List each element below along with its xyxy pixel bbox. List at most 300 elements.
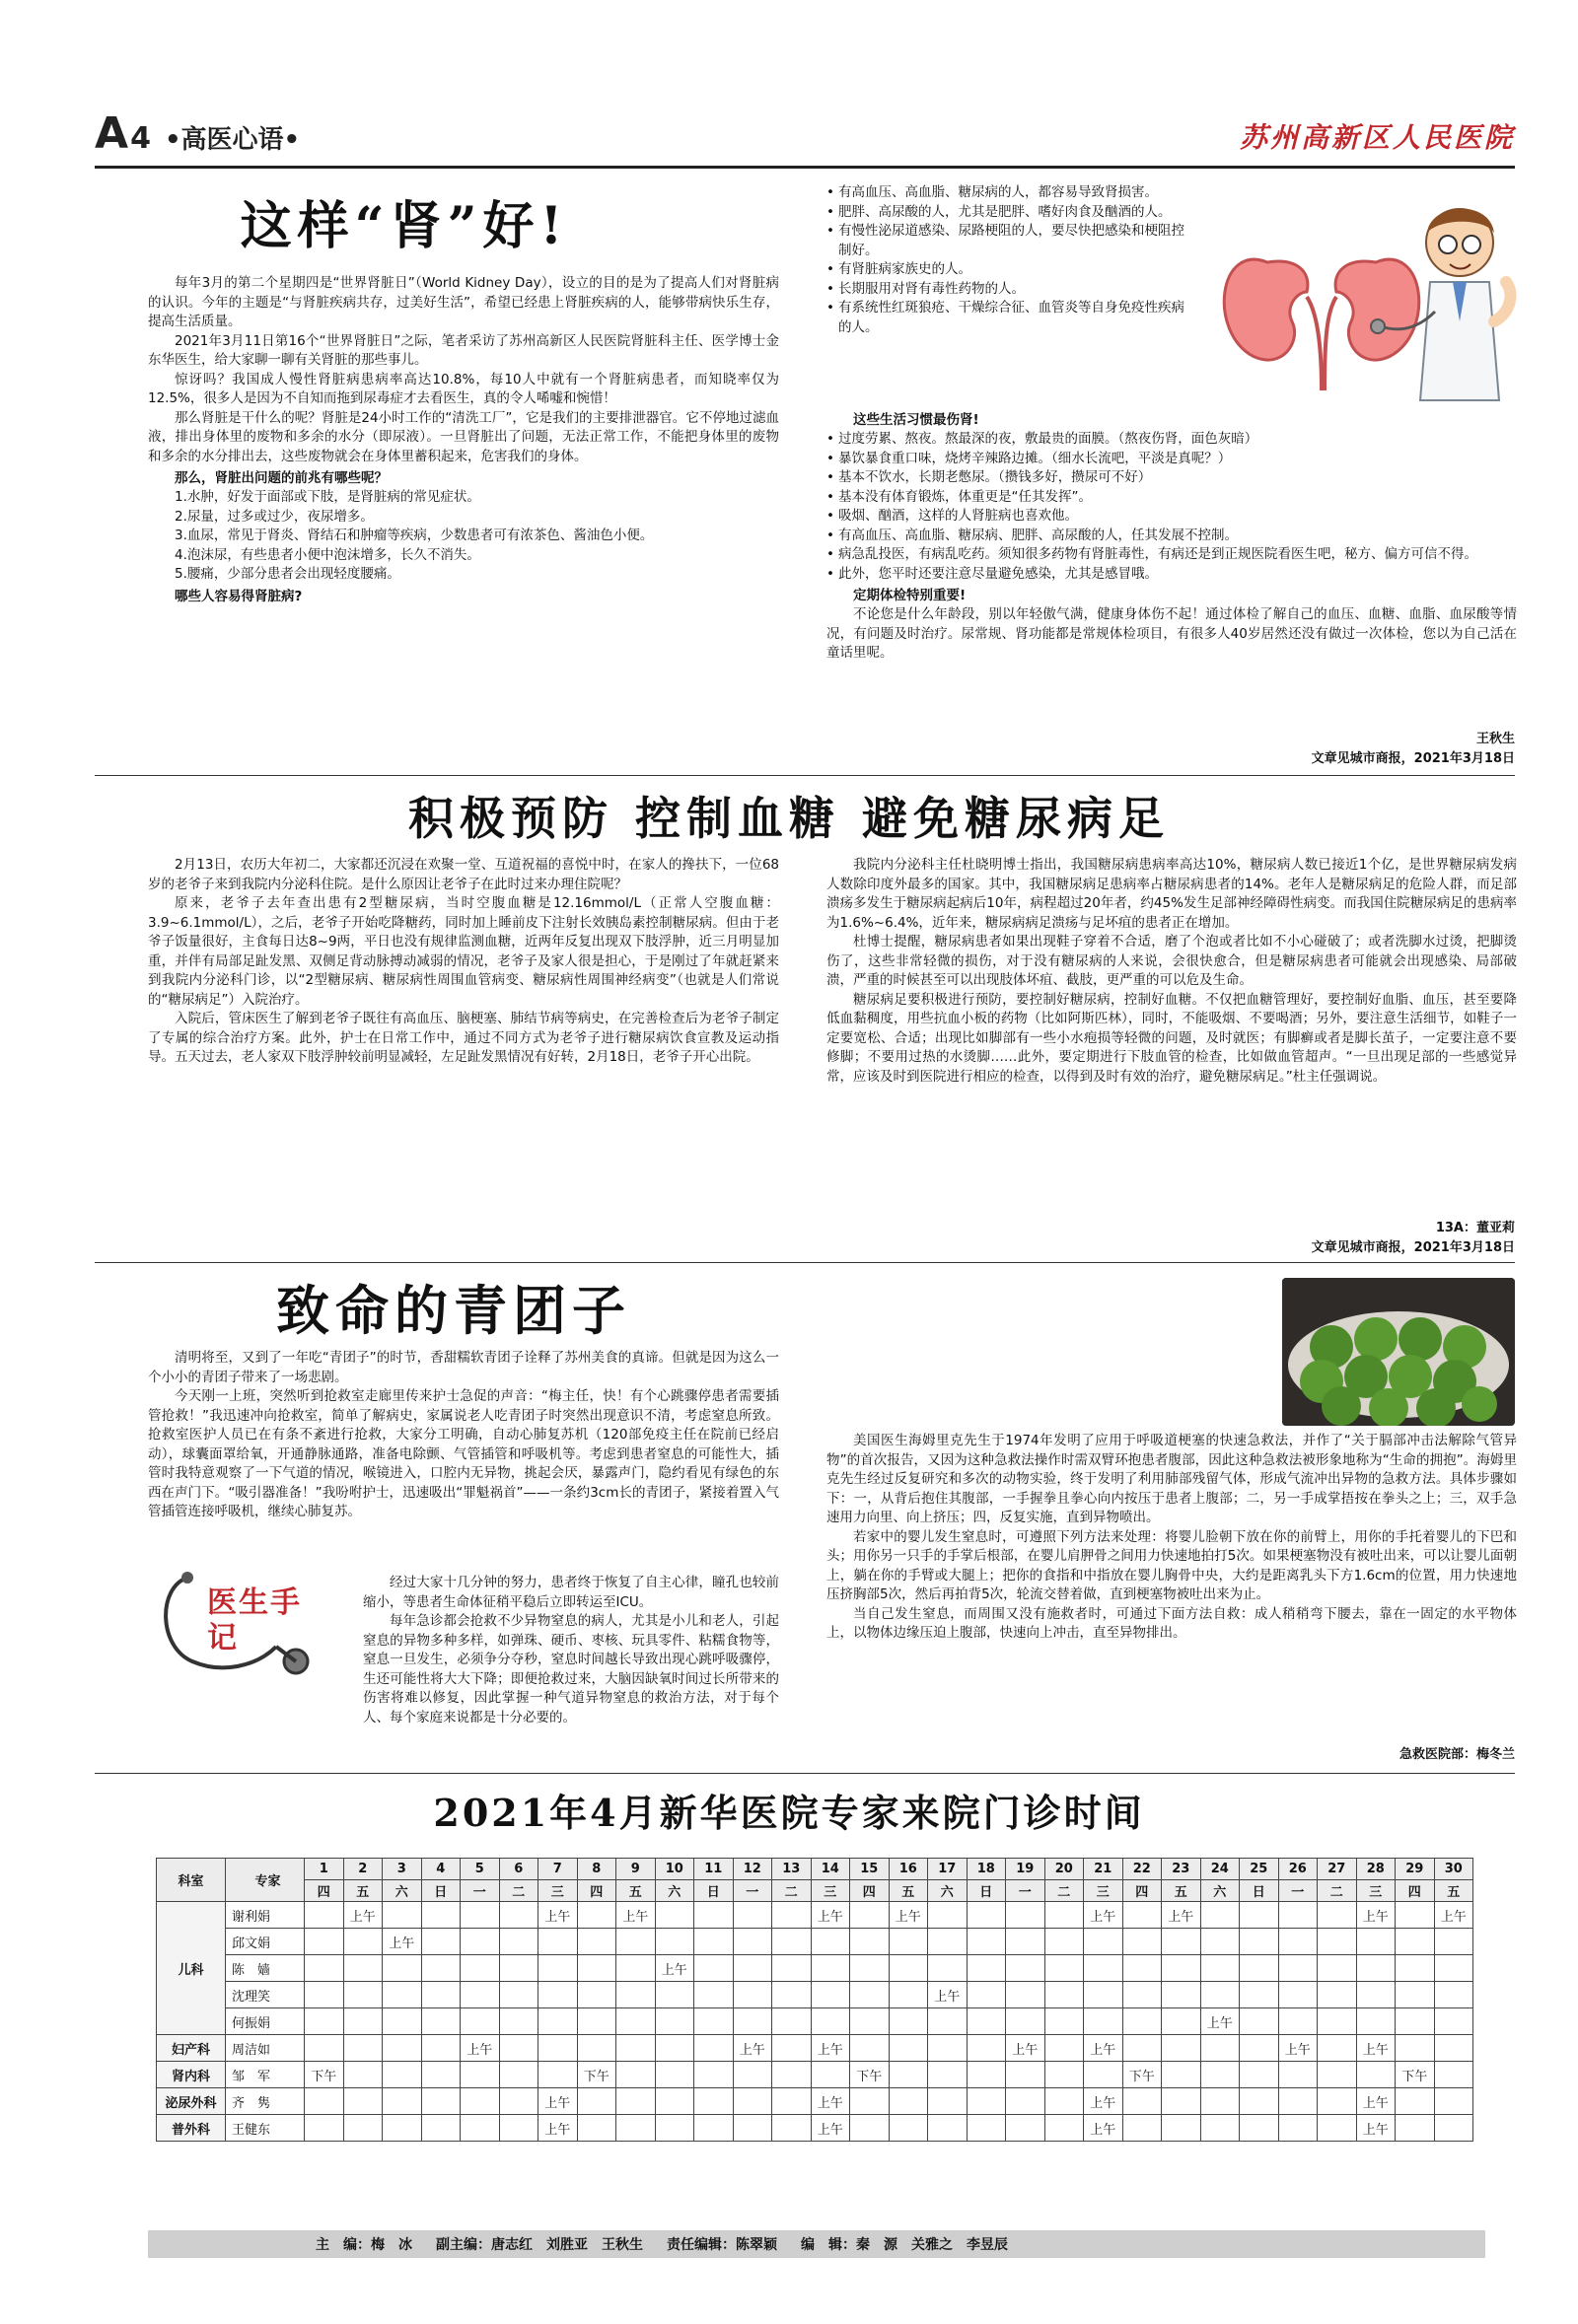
- schedule-title: 2021年4月新华医院专家来院门诊时间: [433, 1791, 1145, 1835]
- schedule-slot-cell: [383, 1902, 422, 1929]
- schedule-slot-cell: 上午: [811, 1902, 850, 1929]
- schedule-row: [157, 2062, 1473, 2088]
- article2-p3: 入院后，管床医生了解到老爷子既往有高血压、脑梗塞、肺结节病等病史，在完善检查后为老爷子制定了专属的综合治疗方案。此外，护士在日常工作中，通过不同方式为老爷子进行糖尿病饮食宣教及运动指导。五天过去，老人家双下肢浮肿较前明显减轻，左足趾发黑情况有好转，2月18日，老爷子开心出院。: [148, 1011, 779, 1065]
- schedule-weekday-cell: 四: [1122, 1880, 1162, 1902]
- schedule-slot-cell: [733, 1982, 772, 2008]
- schedule-slot-cell: [1122, 2035, 1162, 2062]
- schedule-slot-cell: [343, 2088, 383, 2115]
- schedule-slot-cell: [1356, 1955, 1396, 1982]
- risk-item: • 有肾脏病家族史的人。: [826, 260, 1191, 280]
- schedule-weekday-cell: 六: [383, 1880, 422, 1902]
- schedule-slot-cell: [1240, 2008, 1279, 2035]
- page-letter: A: [95, 108, 129, 159]
- article1-subhead-symptoms: 那么，肾脏出问题的前兆有哪些呢？: [175, 470, 388, 486]
- schedule-slot-cell: [577, 2035, 616, 2062]
- schedule-slot-cell: 上午: [616, 1902, 656, 1929]
- habit-item: • 过度劳累、熬夜。熬最深的夜，敷最贵的面膜。（熬夜伤肾，面色灰暗）: [826, 430, 1517, 450]
- schedule-weekday-cell: 二: [1044, 1880, 1084, 1902]
- schedule-slot-cell: [305, 2035, 344, 2062]
- schedule-day-cell: 11: [694, 1859, 734, 1880]
- schedule-slot-cell: [616, 2115, 656, 2142]
- schedule-row: [157, 2008, 1473, 2035]
- schedule-slot-cell: [772, 2062, 812, 2088]
- schedule-weekday-cell: 日: [421, 1880, 461, 1902]
- schedule-day-cell: 19: [1006, 1859, 1045, 1880]
- schedule-slot-cell: [538, 1929, 578, 1955]
- schedule-slot-cell: [1240, 2115, 1279, 2142]
- article1-p3: 惊讶吗？我国成人慢性肾脏病患病率高达10.8%，每10人中就有一个肾脏病患者，而知晓率仅为12.5%，很多人是因为不自知而拖到尿毒症才去看医生，真的令人唏嘘和惋惜！: [148, 371, 779, 406]
- schedule-day-cell: 10: [655, 1859, 694, 1880]
- schedule-slot-cell: [772, 2035, 812, 2062]
- article2-author: 13A：董亚莉: [1435, 1221, 1515, 1235]
- habit-item: • 吸烟、酗酒，这样的人肾脏病也喜欢他。: [826, 507, 1517, 527]
- schedule-slot-cell: [967, 1982, 1006, 2008]
- schedule-doctor-cell: 谢利娟: [226, 1902, 305, 1929]
- article1-symptom-1: 1.水肿，好发于面部或下肢，是肾脏病的常见症状。: [175, 489, 480, 505]
- schedule-slot-cell: [655, 2008, 694, 2035]
- schedule-slot-cell: [1434, 2062, 1473, 2088]
- schedule-slot-cell: [421, 1982, 461, 2008]
- schedule-slot-cell: [577, 1955, 616, 1982]
- section-divider-3: [95, 1773, 1515, 1774]
- schedule-slot-cell: [772, 1982, 812, 2008]
- schedule-slot-cell: [811, 2008, 850, 2035]
- schedule-weekday-cell: 二: [772, 1880, 812, 1902]
- schedule-slot-cell: [461, 1982, 500, 2008]
- schedule-weekday-cell: 六: [1200, 1880, 1240, 1902]
- schedule-slot-cell: [577, 2088, 616, 2115]
- schedule-slot-cell: [811, 2062, 850, 2088]
- schedule-slot-cell: [1006, 2088, 1045, 2115]
- schedule-slot-cell: [889, 1929, 928, 1955]
- schedule-slot-cell: 上午: [1278, 2035, 1318, 2062]
- schedule-slot-cell: [1434, 2008, 1473, 2035]
- article1-title: 这样“肾”好!: [240, 196, 569, 256]
- schedule-slot-cell: 下午: [305, 2062, 344, 2088]
- article2-byline: [1085, 1219, 1515, 1258]
- schedule-row: [157, 1982, 1473, 2008]
- schedule-slot-cell: 上午: [655, 1955, 694, 1982]
- schedule-slot-cell: [928, 2088, 968, 2115]
- schedule-weekday-cell: 四: [850, 1880, 890, 1902]
- article2-p1: 2月13日，农历大年初二，大家都还沉浸在欢聚一堂、互道祝福的喜悦中时，在家人的搀扶下，一位68岁的老爷子来到我院内分泌科住院。是什么原因让老爷子在此时过来办理住院呢？: [148, 857, 779, 892]
- schedule-weekday-cell: 一: [1278, 1880, 1318, 1902]
- schedule-weekday-cell: 五: [343, 1880, 383, 1902]
- schedule-row: [157, 2035, 1473, 2062]
- schedule-day-cell: 9: [616, 1859, 656, 1880]
- schedule-slot-cell: [1434, 1955, 1473, 1982]
- schedule-slot-cell: 下午: [1396, 2062, 1435, 2088]
- schedule-slot-cell: [655, 2035, 694, 2062]
- schedule-weekday-cell: 五: [889, 1880, 928, 1902]
- schedule-slot-cell: [928, 2062, 968, 2088]
- schedule-slot-cell: [461, 1902, 500, 1929]
- page-header: [95, 110, 1515, 162]
- schedule-slot-cell: [1122, 1955, 1162, 1982]
- article1-p2: 2021年3月11日第16个“世界肾脏日”之际，笔者采访了苏州高新区人民医院肾脏科主任、医学博士金东华医生，给大家聊一聊有关肾脏的那些事儿。: [148, 332, 779, 368]
- schedule-slot-cell: [1200, 2115, 1240, 2142]
- schedule-slot-cell: [305, 2088, 344, 2115]
- schedule-slot-cell: [538, 2035, 578, 2062]
- schedule-slot-cell: 上午: [1084, 2115, 1123, 2142]
- schedule-slot-cell: [1318, 1982, 1357, 2008]
- schedule-slot-cell: [655, 1902, 694, 1929]
- schedule-weekday-cell: 六: [655, 1880, 694, 1902]
- habit-item: • 此外，您平时还要注意尽量避免感染，尤其是感冒哦。: [826, 565, 1517, 585]
- schedule-slot-cell: [928, 1955, 968, 1982]
- schedule-slot-cell: [383, 2088, 422, 2115]
- schedule-slot-cell: [1240, 1929, 1279, 1955]
- schedule-weekday-cell: 日: [967, 1880, 1006, 1902]
- schedule-slot-cell: 上午: [1162, 1902, 1201, 1929]
- schedule-slot-cell: [421, 2062, 461, 2088]
- schedule-slot-cell: [772, 1929, 812, 1955]
- schedule-slot-cell: [577, 1902, 616, 1929]
- article1-symptom-5: 5.腰痛，少部分患者会出现轻度腰痛。: [175, 566, 400, 582]
- footer-chief: 主 编：梅 冰: [316, 2237, 412, 2253]
- footer-deputy: 副主编：唐志红 刘胜亚 王秋生: [436, 2237, 643, 2253]
- schedule-slot-cell: [616, 2062, 656, 2088]
- schedule-slot-cell: [811, 1955, 850, 1982]
- article2-source: 文章见城市商报，2021年3月18日: [1311, 1240, 1515, 1255]
- schedule-slot-cell: [1006, 1902, 1045, 1929]
- schedule-slot-cell: [616, 2035, 656, 2062]
- schedule-slot-cell: [577, 2008, 616, 2035]
- schedule-slot-cell: [421, 2008, 461, 2035]
- schedule-weekday-cell: 二: [499, 1880, 538, 1902]
- schedule-slot-cell: 上午: [928, 1982, 968, 2008]
- schedule-weekday-cell: 一: [1006, 1880, 1045, 1902]
- schedule-slot-cell: [383, 1955, 422, 1982]
- schedule-slot-cell: [1240, 2088, 1279, 2115]
- schedule-slot-cell: [343, 2115, 383, 2142]
- schedule-slot-cell: [733, 2115, 772, 2142]
- schedule-slot-cell: [811, 1929, 850, 1955]
- schedule-slot-cell: [967, 2088, 1006, 2115]
- schedule-slot-cell: [850, 2035, 890, 2062]
- article2-p5: 杜博士提醒，糖尿病患者如果出现鞋子穿着不合适，磨了个泡或者比如不小心碰破了；或者洗脚水过烫，把脚烫伤了，这些非常轻微的损伤，对于没有糖尿病的人来说，会很快愈合，但是糖尿病患者可能就会出现感染、局部破溃，严重的时候甚至可以出现肢体坏疽、截肢，更严重的可以危及生命。: [826, 934, 1517, 988]
- schedule-slot-cell: [889, 2088, 928, 2115]
- schedule-doctor-cell: 周洁如: [226, 2035, 305, 2062]
- risk-item: • 肥胖、高尿酸的人，尤其是肥胖、嗜好肉食及酗酒的人。: [826, 203, 1191, 223]
- schedule-weekday-cell: 六: [928, 1880, 968, 1902]
- schedule-day-cell: 4: [421, 1859, 461, 1880]
- schedule-slot-cell: 上午: [383, 1929, 422, 1955]
- schedule-slot-cell: [538, 1982, 578, 2008]
- article3-title: 致命的青团子: [276, 1279, 631, 1342]
- schedule-slot-cell: [499, 1982, 538, 2008]
- schedule-slot-cell: [928, 2008, 968, 2035]
- footer-editor: 责任编辑：陈翠颖: [667, 2237, 777, 2253]
- schedule-slot-cell: [694, 1929, 734, 1955]
- schedule-table-wrap: [156, 1858, 1473, 2142]
- schedule-day-cell: 1: [305, 1859, 344, 1880]
- schedule-slot-cell: [1084, 1955, 1123, 1982]
- schedule-slot-cell: 上午: [1356, 2115, 1396, 2142]
- schedule-slot-cell: [461, 1929, 500, 1955]
- risk-item: • 有高血压、高血脂、糖尿病的人，都容易导致肾损害。: [826, 183, 1191, 203]
- schedule-slot-cell: [850, 2088, 890, 2115]
- section-title: •高医心语•: [164, 125, 301, 155]
- schedule-slot-cell: [616, 2008, 656, 2035]
- schedule-slot-cell: [461, 2115, 500, 2142]
- schedule-slot-cell: [383, 2008, 422, 2035]
- schedule-slot-cell: [383, 2115, 422, 2142]
- schedule-slot-cell: [1162, 1955, 1201, 1982]
- schedule-weekday-cell: 二: [1318, 1880, 1357, 1902]
- schedule-dept-cell: 泌尿外科: [157, 2088, 226, 2115]
- schedule-slot-cell: 上午: [1356, 2088, 1396, 2115]
- article2-p4: 我院内分泌科主任杜晓明博士指出，我国糖尿病患病率高达10%，糖尿病人数已接近1个亿，是世界糖尿病发病人数除印度外最多的国家。其中，我国糖尿病足患病率占糖尿病患者的14%。老年人是糖尿病足的危险人群，而足部溃疡多发生于糖尿病起病后10年，病程超过20年者，约45%发生足部神经障碍性病变。而我国住院糖尿病足的患病率为1.6%~6.4%，近年来，糖尿病病足溃疡与足坏疽的患者正在增加。: [826, 857, 1517, 931]
- schedule-slot-cell: [1434, 1982, 1473, 2008]
- schedule-slot-cell: [1044, 2035, 1084, 2062]
- schedule-weekday-cell: 四: [577, 1880, 616, 1902]
- schedule-slot-cell: [694, 1982, 734, 2008]
- doctor-notes-badge: [148, 1558, 355, 1696]
- schedule-slot-cell: [655, 1982, 694, 2008]
- schedule-slot-cell: 上午: [538, 2115, 578, 2142]
- schedule-slot-cell: 上午: [538, 2088, 578, 2115]
- schedule-slot-cell: 下午: [1122, 2062, 1162, 2088]
- schedule-slot-cell: [889, 2035, 928, 2062]
- schedule-slot-cell: [461, 2062, 500, 2088]
- article1-p1: 每年3月的第二个星期四是“世界肾脏日”（World Kidney Day），设立的目的是为了提高人们对肾脏病的认识。今年的主题是“与肾脏疾病共存，过美好生活”，希望已经患上肾脏疾病的人，能够带病快乐生存，提高生活质量。: [148, 275, 779, 329]
- schedule-slot-cell: [1006, 1955, 1045, 1982]
- schedule-slot-cell: [1434, 2115, 1473, 2142]
- schedule-slot-cell: [772, 2008, 812, 2035]
- habit-item: • 有高血压、高血脂、糖尿病、肥胖、高尿酸的人，任其发展不控制。: [826, 527, 1517, 546]
- schedule-slot-cell: [1044, 1955, 1084, 1982]
- schedule-slot-cell: [772, 1955, 812, 1982]
- schedule-slot-cell: [850, 2115, 890, 2142]
- schedule-slot-cell: [1396, 2008, 1435, 2035]
- schedule-slot-cell: [733, 1929, 772, 1955]
- page-number: [95, 110, 300, 158]
- schedule-weekday-cell: 三: [538, 1880, 578, 1902]
- schedule-slot-cell: [655, 1929, 694, 1955]
- schedule-doctor-cell: 齐 隽: [226, 2088, 305, 2115]
- header-rule: [95, 166, 1515, 169]
- schedule-slot-cell: [1396, 2115, 1435, 2142]
- article3-p3: 经过大家十几分钟的努力，患者终于恢复了自主心律，瞳孔也较前缩小，等患者生命体征稍平稳后立即转运至ICU。: [363, 1575, 779, 1610]
- schedule-slot-cell: [1006, 1982, 1045, 2008]
- article2-col2: [826, 856, 1517, 1087]
- schedule-slot-cell: [694, 1955, 734, 1982]
- schedule-slot-cell: [1318, 1929, 1357, 1955]
- schedule-slot-cell: [421, 1955, 461, 1982]
- schedule-slot-cell: [305, 2008, 344, 2035]
- schedule-slot-cell: 上午: [889, 1902, 928, 1929]
- schedule-slot-cell: [1434, 1929, 1473, 1955]
- schedule-day-cell: 2: [343, 1859, 383, 1880]
- schedule-slot-cell: [967, 2035, 1006, 2062]
- schedule-slot-cell: [305, 1955, 344, 1982]
- schedule-slot-cell: [1318, 2062, 1357, 2088]
- schedule-slot-cell: [305, 2115, 344, 2142]
- schedule-slot-cell: [421, 1929, 461, 1955]
- schedule-slot-cell: [1200, 1982, 1240, 2008]
- schedule-slot-cell: [1356, 2062, 1396, 2088]
- schedule-slot-cell: [1122, 2115, 1162, 2142]
- schedule-slot-cell: [967, 1955, 1006, 1982]
- schedule-slot-cell: 上午: [1084, 2088, 1123, 2115]
- schedule-slot-cell: [1044, 2008, 1084, 2035]
- schedule-slot-cell: [694, 2088, 734, 2115]
- schedule-slot-cell: [889, 2008, 928, 2035]
- schedule-day-cell: 7: [538, 1859, 578, 1880]
- schedule-slot-cell: [772, 1902, 812, 1929]
- schedule-slot-cell: [655, 2088, 694, 2115]
- schedule-slot-cell: [1084, 2008, 1123, 2035]
- clinic-schedule-table: [156, 1858, 1473, 2142]
- doctor-notes-label: 医生手记: [207, 1585, 302, 1655]
- schedule-slot-cell: [1200, 2035, 1240, 2062]
- schedule-slot-cell: [889, 1955, 928, 1982]
- schedule-slot-cell: [383, 2062, 422, 2088]
- schedule-slot-cell: [616, 1929, 656, 1955]
- schedule-slot-cell: [1084, 1929, 1123, 1955]
- schedule-slot-cell: 下午: [577, 2062, 616, 2088]
- schedule-slot-cell: [577, 1929, 616, 1955]
- schedule-slot-cell: [811, 1982, 850, 2008]
- schedule-slot-cell: [1044, 1902, 1084, 1929]
- schedule-slot-cell: [1006, 2008, 1045, 2035]
- schedule-header-row: [157, 1859, 1473, 1880]
- schedule-slot-cell: [538, 1955, 578, 1982]
- schedule-row: [157, 1902, 1473, 1929]
- article2-col1: [148, 856, 779, 1068]
- schedule-slot-cell: 上午: [1434, 1902, 1473, 1929]
- schedule-slot-cell: 上午: [811, 2115, 850, 2142]
- schedule-slot-cell: 上午: [1356, 1902, 1396, 1929]
- schedule-slot-cell: [733, 2062, 772, 2088]
- schedule-slot-cell: [499, 1955, 538, 1982]
- schedule-header-doctor: 专家: [226, 1859, 305, 1902]
- schedule-slot-cell: [1318, 2008, 1357, 2035]
- schedule-slot-cell: [1122, 2088, 1162, 2115]
- schedule-slot-cell: [694, 2062, 734, 2088]
- schedule-slot-cell: [616, 1982, 656, 2008]
- article1-col2-top: [826, 183, 1191, 337]
- schedule-doctor-cell: 邹 军: [226, 2062, 305, 2088]
- article1-symptom-4: 4.泡沫尿，有些患者小便中泡沫增多，长久不消失。: [175, 546, 480, 563]
- schedule-slot-cell: [1356, 1982, 1396, 2008]
- schedule-slot-cell: [421, 2088, 461, 2115]
- schedule-slot-cell: [421, 1902, 461, 1929]
- schedule-slot-cell: [655, 2115, 694, 2142]
- schedule-weekday-cell: 三: [811, 1880, 850, 1902]
- schedule-day-cell: 22: [1122, 1859, 1162, 1880]
- schedule-day-cell: 18: [967, 1859, 1006, 1880]
- section-divider-1: [95, 775, 1515, 776]
- schedule-slot-cell: [1006, 1929, 1045, 1955]
- schedule-row: [157, 2115, 1473, 2142]
- schedule-slot-cell: [343, 1929, 383, 1955]
- schedule-slot-cell: [1434, 2035, 1473, 2062]
- schedule-day-cell: 24: [1200, 1859, 1240, 1880]
- schedule-dept-cell: 儿科: [157, 1902, 226, 2035]
- schedule-day-cell: 28: [1356, 1859, 1396, 1880]
- schedule-slot-cell: [1122, 1929, 1162, 1955]
- schedule-slot-cell: [305, 1902, 344, 1929]
- schedule-slot-cell: [928, 2035, 968, 2062]
- schedule-slot-cell: 上午: [733, 2035, 772, 2062]
- hospital-name: 苏州高新区人民医院: [1239, 121, 1515, 154]
- schedule-slot-cell: [928, 1902, 968, 1929]
- schedule-slot-cell: [694, 2008, 734, 2035]
- schedule-slot-cell: [967, 2062, 1006, 2088]
- schedule-slot-cell: [1162, 2008, 1201, 2035]
- schedule-slot-cell: [1006, 2115, 1045, 2142]
- schedule-slot-cell: 上午: [343, 1902, 383, 1929]
- schedule-weekday-cell: 一: [461, 1880, 500, 1902]
- schedule-slot-cell: 上午: [1356, 2035, 1396, 2062]
- schedule-slot-cell: [1200, 1902, 1240, 1929]
- schedule-slot-cell: 上午: [811, 2088, 850, 2115]
- schedule-slot-cell: [1278, 1982, 1318, 2008]
- schedule-slot-cell: [1396, 1902, 1435, 1929]
- schedule-slot-cell: [383, 2035, 422, 2062]
- article3-p7: 当自己发生窒息，而周围又没有施救者时，可通过下面方法自救：成人稍稍弯下腰去，靠在一固定的水平物体上，以物体边缘压迫上腹部，快速向上冲击，直至异物排出。: [826, 1605, 1517, 1641]
- article3-col1-narrow: [363, 1574, 779, 1727]
- schedule-weekday-row: [157, 1880, 1473, 1902]
- schedule-day-cell: 20: [1044, 1859, 1084, 1880]
- schedule-slot-cell: [1006, 2062, 1045, 2088]
- schedule-slot-cell: [1356, 1929, 1396, 1955]
- habit-item: • 暴饮暴食重口味，烧烤辛辣路边摊。（细水长流吧，平淡是真呢？）: [826, 450, 1517, 469]
- schedule-doctor-cell: 何振娟: [226, 2008, 305, 2035]
- schedule-slot-cell: [850, 1982, 890, 2008]
- schedule-day-cell: 21: [1084, 1859, 1123, 1880]
- schedule-doctor-cell: 邱文娟: [226, 1929, 305, 1955]
- article3-p6: 若家中的婴儿发生窒息时，可遵照下列方法来处理：将婴儿脸朝下放在你的前臂上，用你的手托着婴儿的下巴和头；用你另一只手的手掌后根部，在婴儿肩胛骨之间用力快速地拍打5次。如果梗塞物没有被吐出来，可以让婴儿面朝上，躺在你的手臂或大腿上；把你的食指和中指放在婴儿胸骨中央，大约是距离乳头下方1.6cm的位置，用力快速地压挤胸部5次，然后再拍背5次，轮流交替着做，直到梗塞物被吐出来为止。: [826, 1528, 1517, 1602]
- schedule-slot-cell: [461, 2008, 500, 2035]
- schedule-dept-cell: 肾内科: [157, 2062, 226, 2088]
- article1-subhead-checkup: 定期体检特别重要!: [853, 588, 967, 603]
- schedule-slot-cell: 上午: [1006, 2035, 1045, 2062]
- schedule-slot-cell: [343, 2008, 383, 2035]
- schedule-slot-cell: [1318, 2088, 1357, 2115]
- schedule-slot-cell: [499, 2115, 538, 2142]
- article1-p4: 那么肾脏是干什么的呢？肾脏是24小时工作的“清洗工厂”，它是我们的主要排泄器官。它不停地过滤血液，排出身体里的废物和多余的水分（即尿液）。一旦肾脏出了问题，无法正常工作，不能把身体里的废物和多余的水分排出去，这些废物就会在身体里蓄积起来，危害我们的身体。: [148, 409, 779, 464]
- habit-item: • 基本不饮水，长期老憋尿。（攒钱多好，攒尿可不好）: [826, 468, 1517, 488]
- schedule-row: [157, 1955, 1473, 1982]
- schedule-weekday-cell: 日: [1240, 1880, 1279, 1902]
- schedule-day-cell: 26: [1278, 1859, 1318, 1880]
- schedule-slot-cell: [1044, 1929, 1084, 1955]
- kidney-doctor-illustration: [1198, 183, 1519, 405]
- schedule-slot-cell: [461, 2088, 500, 2115]
- schedule-slot-cell: [616, 2088, 656, 2115]
- schedule-slot-cell: [499, 2088, 538, 2115]
- schedule-day-cell: 30: [1434, 1859, 1473, 1880]
- qingtuan-photo: [1282, 1278, 1515, 1426]
- schedule-day-cell: 23: [1162, 1859, 1201, 1880]
- schedule-slot-cell: [1278, 2115, 1318, 2142]
- schedule-slot-cell: [421, 2115, 461, 2142]
- schedule-slot-cell: [1084, 1982, 1123, 2008]
- schedule-day-cell: 17: [928, 1859, 968, 1880]
- schedule-weekday-cell: 日: [694, 1880, 734, 1902]
- schedule-slot-cell: [694, 2035, 734, 2062]
- schedule-slot-cell: [305, 1929, 344, 1955]
- schedule-slot-cell: [1122, 2008, 1162, 2035]
- schedule-slot-cell: [343, 1955, 383, 1982]
- schedule-slot-cell: [1356, 2008, 1396, 2035]
- schedule-slot-cell: [889, 2062, 928, 2088]
- schedule-slot-cell: [1278, 2008, 1318, 2035]
- schedule-day-cell: 8: [577, 1859, 616, 1880]
